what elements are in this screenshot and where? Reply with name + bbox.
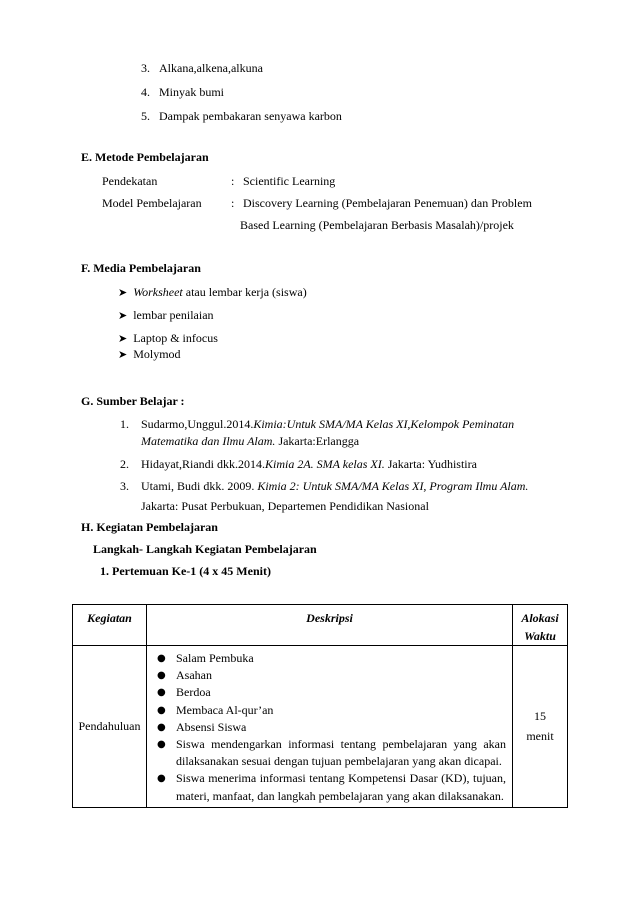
prev-list-text: Dampak pembakaran senyawa karbon xyxy=(159,109,342,123)
deskripsi-list xyxy=(147,646,512,807)
header-alokasi: Alokasi Waktu xyxy=(513,605,568,646)
model-colon: : xyxy=(231,196,235,210)
source-3-line2: Jakarta: Pusat Perbukuan, Departemen Pendidikan Nasional xyxy=(141,499,429,513)
list-item: ● Membaca Al-qur’an xyxy=(147,702,506,719)
model-value-line2: Based Learning (Pembelajaran Berbasis Masalah)/projek xyxy=(240,218,514,232)
header-kegiatan: Kegiatan xyxy=(73,605,147,646)
media-item: ➤ Molymod xyxy=(118,347,181,361)
alokasi-number: 15 xyxy=(534,709,546,724)
section-h-heading: H. Kegiatan Pembelajaran xyxy=(81,520,218,534)
media-item: ➤ Laptop & infocus xyxy=(118,331,218,345)
meeting-title: 1. Pertemuan Ke-1 (4 x 45 Menit) xyxy=(100,564,271,578)
source-num: 2. xyxy=(120,457,129,471)
pendekatan-colon: : xyxy=(231,174,235,188)
model-label: Model Pembelajaran xyxy=(102,196,202,210)
section-f-heading: F. Media Pembelajaran xyxy=(81,261,201,275)
model-value: Discovery Learning (Pembelajaran Penemuan) dan Problem xyxy=(243,196,532,210)
media-item: ➤ Worksheet atau lembar kerja (siswa) xyxy=(118,285,307,299)
bullet-icon: ● xyxy=(157,773,166,785)
alokasi-cell xyxy=(513,646,568,808)
bullet-icon: ● xyxy=(157,704,166,716)
prev-list-text: Alkana,alkena,alkuna xyxy=(159,61,263,75)
arrow-bullet-icon: ➤ xyxy=(118,309,128,322)
source-num: 3. xyxy=(120,479,129,493)
source-1-line2: Matematika dan Ilmu Alam. Jakarta:Erlangga xyxy=(141,434,360,448)
pendekatan-label: Pendekatan xyxy=(102,174,158,188)
bullet-icon: ● xyxy=(157,687,166,699)
section-h-subheading: Langkah- Langkah Kegiatan Pembelajaran xyxy=(93,542,317,556)
table-header-row xyxy=(73,605,568,646)
list-item: ● Siswa menerima informasi tentang Kompetensi Dasar (KD), tujuan, materi, manfaat, dan langkah pembelajaran yang akan dilaksanakan. xyxy=(157,771,506,803)
source-3-line1: Utami, Budi dkk. 2009. Kimia 2: Untuk SMA/MA Kelas XI, Program Ilmu Alam. xyxy=(141,479,529,493)
list-item: ● Siswa mendengarkan informasi tentang pembelajaran yang akan dilaksanakan sesuai dengan tujuan pembelajaran yang akan dicapai. xyxy=(157,737,506,769)
prev-list-item-3: 3. Alkana,alkena,alkuna xyxy=(141,61,263,75)
kegiatan-cell: Pendahuluan xyxy=(73,646,147,808)
section-e-heading: E. Metode Pembelajaran xyxy=(81,150,209,164)
prev-list-item-4: 4. Minyak bumi xyxy=(141,85,224,99)
media-item: ➤ lembar penilaian xyxy=(118,308,214,322)
pendekatan-value: Scientific Learning xyxy=(243,174,336,188)
bullet-icon: ● xyxy=(157,653,166,664)
arrow-bullet-icon: ➤ xyxy=(118,348,128,361)
activity-table xyxy=(72,604,568,808)
table-row xyxy=(73,646,568,808)
list-item: ● Absensi Siswa xyxy=(147,719,506,736)
alokasi-unit: menit xyxy=(526,729,554,744)
bullet-icon: ● xyxy=(157,721,166,733)
bullet-icon: ● xyxy=(157,670,166,682)
prev-list-text: Minyak bumi xyxy=(159,85,224,99)
deskripsi-cell xyxy=(147,646,513,808)
arrow-bullet-icon: ➤ xyxy=(118,286,128,299)
list-item: ● Salam Pembuka xyxy=(147,650,506,667)
list-item: ● Asahan xyxy=(147,667,506,684)
arrow-bullet-icon: ➤ xyxy=(118,332,128,345)
source-num: 1. xyxy=(120,417,129,431)
header-deskripsi: Deskripsi xyxy=(147,605,513,646)
prev-list-item-5: 5. Dampak pembakaran senyawa karbon xyxy=(141,109,342,123)
source-1-line1: Sudarmo,Unggul.2014.Kimia:Untuk SMA/MA Kelas XI,Kelompok Peminatan xyxy=(141,417,515,431)
source-2-line1: Hidayat,Riandi dkk.2014.Kimia 2A. SMA kelas XI. Jakarta: Yudhistira xyxy=(141,457,477,471)
list-item: ● Berdoa xyxy=(147,684,506,701)
section-g-heading: G. Sumber Belajar : xyxy=(81,394,185,408)
bullet-icon: ● xyxy=(157,739,166,751)
